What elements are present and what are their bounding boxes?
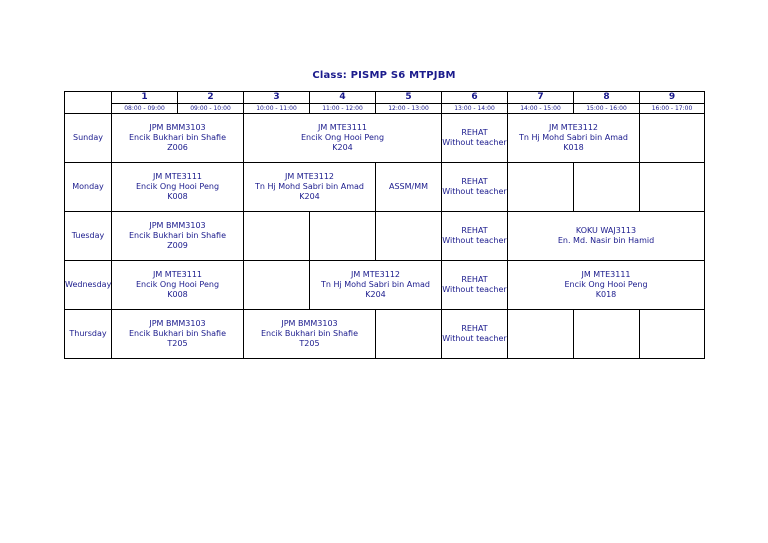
period-number: 5 <box>376 92 442 104</box>
lesson-cell <box>244 163 376 212</box>
lesson-line: Z006 <box>167 143 188 152</box>
period-number-row <box>65 92 705 104</box>
lesson-line: JPM BMM3103 <box>149 221 206 230</box>
empty-slot <box>640 114 705 163</box>
lesson-line: Encik Ong Hooi Peng <box>300 133 385 142</box>
lesson-line: K018 <box>595 290 617 299</box>
lesson-line: T205 <box>167 339 188 348</box>
lesson-line: Encik Ong Hooi Peng <box>564 280 648 289</box>
lesson-line: JM MTE3111 <box>152 172 202 181</box>
empty-slot <box>376 310 442 359</box>
period-number: 9 <box>640 92 705 104</box>
empty-slot <box>310 212 376 261</box>
lesson-line: Without teacher <box>442 236 507 245</box>
lesson-cell <box>244 310 376 359</box>
lesson-cell <box>112 114 244 163</box>
lesson-cell <box>442 163 508 212</box>
empty-slot <box>508 310 574 359</box>
lesson-line: Encik Bukhari bin Shafie <box>128 329 227 338</box>
lesson-line: Encik Ong Hooi Peng <box>135 280 220 289</box>
period-time: 14:00 - 15:00 <box>508 104 574 114</box>
period-time: 12:00 - 13:00 <box>376 104 442 114</box>
lesson-cell <box>508 114 640 163</box>
lesson-cell <box>310 261 442 310</box>
period-number: 3 <box>244 92 310 104</box>
lesson-cell <box>442 212 508 261</box>
lesson-line: KOKU WAJ3113 <box>575 226 637 235</box>
lesson-line: Z009 <box>167 241 188 250</box>
empty-slot <box>574 310 640 359</box>
lesson-line: JM MTE3112 <box>548 123 598 132</box>
lesson-cell <box>376 163 442 212</box>
lesson-cell <box>508 212 705 261</box>
lesson-line: REHAT <box>461 128 488 137</box>
period-time: 08:00 - 09:00 <box>112 104 178 114</box>
period-number: 8 <box>574 92 640 104</box>
lesson-cell <box>442 261 508 310</box>
lesson-line: JPM BMM3103 <box>149 319 206 328</box>
period-time: 15:00 - 16:00 <box>574 104 640 114</box>
timetable-title: Class: PISMP S6 MTPJBM <box>312 70 456 81</box>
lesson-line: Encik Bukhari bin Shafie <box>128 133 227 142</box>
lesson-line: JM MTE3111 <box>317 123 367 132</box>
lesson-line: Without teacher <box>442 285 507 294</box>
lesson-line: JPM BMM3103 <box>281 319 338 328</box>
lesson-line: JM MTE3111 <box>152 270 202 279</box>
lesson-line: Without teacher <box>442 138 507 147</box>
day-name: Wednesday <box>65 261 112 310</box>
lesson-line: JM MTE3111 <box>581 270 631 279</box>
day-name: Thursday <box>65 310 112 359</box>
lesson-line: JPM BMM3103 <box>149 123 206 132</box>
period-number: 4 <box>310 92 376 104</box>
period-time: 11:00 - 12:00 <box>310 104 376 114</box>
lesson-cell <box>244 114 442 163</box>
day-name: Tuesday <box>65 212 112 261</box>
period-time: 13:00 - 14:00 <box>442 104 508 114</box>
empty-slot <box>508 163 574 212</box>
lesson-line: K008 <box>167 192 188 201</box>
empty-slot <box>640 310 705 359</box>
day-row <box>65 310 705 359</box>
lesson-line: JM MTE3112 <box>350 270 400 279</box>
lesson-line: En. Md. Nasir bin Hamid <box>557 236 655 245</box>
lesson-line: REHAT <box>461 324 488 333</box>
day-row <box>65 114 705 163</box>
timetable <box>64 91 705 359</box>
period-number: 2 <box>178 92 244 104</box>
lesson-line: K204 <box>365 290 386 299</box>
empty-slot <box>574 163 640 212</box>
lesson-line: K204 <box>332 143 353 152</box>
period-number: 7 <box>508 92 574 104</box>
lesson-cell <box>112 163 244 212</box>
lesson-cell <box>442 310 508 359</box>
period-time: 16:00 - 17:00 <box>640 104 705 114</box>
day-row <box>65 212 705 261</box>
lesson-line: T205 <box>299 339 320 348</box>
empty-slot <box>244 212 310 261</box>
empty-slot <box>244 261 310 310</box>
lesson-line: ASSM/MM <box>388 182 429 191</box>
lesson-cell <box>112 212 244 261</box>
lesson-line: REHAT <box>461 226 488 235</box>
lesson-line: K204 <box>299 192 320 201</box>
lesson-line: Tn Hj Mohd Sabri bin Amad <box>254 182 365 191</box>
lesson-line: Encik Bukhari bin Shafie <box>128 231 227 240</box>
lesson-line: REHAT <box>461 275 488 284</box>
lesson-line: Without teacher <box>442 187 507 196</box>
lesson-line: Tn Hj Mohd Sabri bin Amad <box>320 280 431 289</box>
period-number: 6 <box>442 92 508 104</box>
lesson-line: REHAT <box>461 177 488 186</box>
lesson-cell <box>112 310 244 359</box>
day-name: Monday <box>65 163 112 212</box>
empty-slot <box>640 163 705 212</box>
period-number: 1 <box>112 92 178 104</box>
lesson-line: Encik Ong Hooi Peng <box>135 182 220 191</box>
lesson-line: Encik Bukhari bin Shafie <box>260 329 359 338</box>
lesson-line: K008 <box>167 290 188 299</box>
period-time: 09:00 - 10:00 <box>178 104 244 114</box>
lesson-cell <box>112 261 244 310</box>
period-time-row <box>65 104 705 114</box>
empty-slot <box>376 212 442 261</box>
period-time: 10:00 - 11:00 <box>244 104 310 114</box>
day-name: Sunday <box>65 114 112 163</box>
corner-cell <box>65 92 112 114</box>
lesson-cell <box>508 261 705 310</box>
lesson-line: Tn Hj Mohd Sabri bin Amad <box>518 133 629 142</box>
day-row <box>65 163 705 212</box>
lesson-line: K018 <box>563 143 584 152</box>
lesson-line: JM MTE3112 <box>284 172 334 181</box>
lesson-line: Without teacher <box>442 334 507 343</box>
lesson-cell <box>442 114 508 163</box>
day-row <box>65 261 705 310</box>
